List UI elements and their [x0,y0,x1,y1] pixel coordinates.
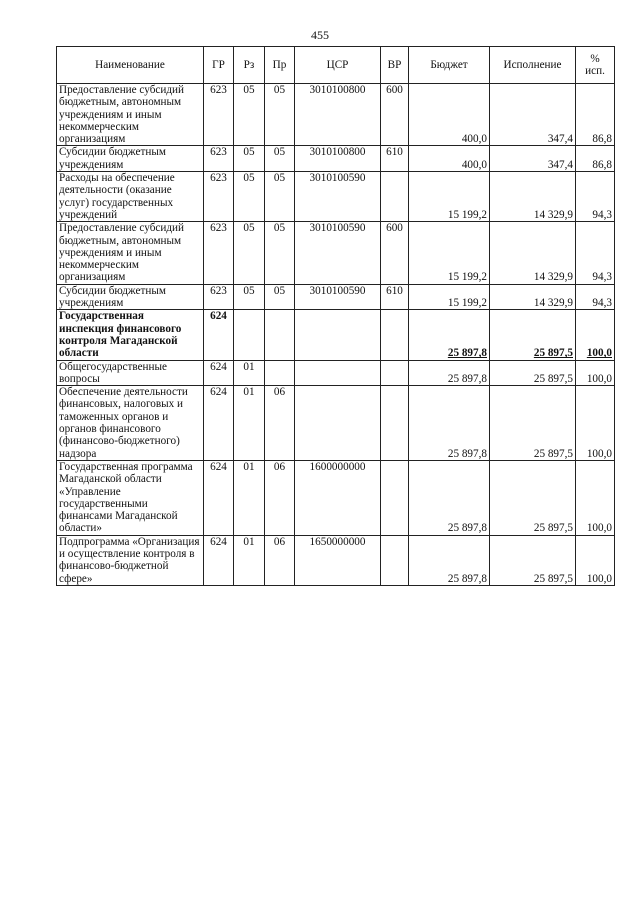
table-row [57,172,615,222]
row-gr-cell: 623 [204,146,234,172]
row-budget-cell: 25 897,8 [409,535,490,585]
header-vr: ВР [381,47,409,84]
row-vr-cell: 610 [381,284,409,310]
table-row [57,310,615,360]
row-pr-cell [265,360,295,386]
row-rz-cell: 05 [234,84,265,146]
row-vr-cell [381,386,409,461]
row-percent-cell: 94,3 [576,222,615,284]
row-percent-cell: 100,0 [576,360,615,386]
row-budget-cell: 25 897,8 [409,360,490,386]
budget-execution-table [56,46,615,586]
row-vr-cell [381,535,409,585]
row-rz-cell: 05 [234,172,265,222]
row-execution-cell: 25 897,5 [490,460,576,535]
row-pr-cell: 05 [265,84,295,146]
row-gr-cell: 623 [204,172,234,222]
row-gr-cell: 624 [204,360,234,386]
row-budget-cell: 15 199,2 [409,222,490,284]
row-budget-cell: 15 199,2 [409,172,490,222]
row-name-cell: Обеспечение деятельности финансовых, налоговых и таможенных органов и органов финансового (финансово-бюджетного) надзора [57,386,204,461]
header-budget: Бюджет [409,47,490,84]
table-row [57,360,615,386]
table-row [57,386,615,461]
row-execution-cell: 14 329,9 [490,284,576,310]
row-rz-cell: 01 [234,360,265,386]
row-name-cell: Предоставление субсидий бюджетным, автономным учреждениям и иным некоммерческим организациям [57,84,204,146]
row-vr-cell [381,360,409,386]
table-row [57,146,615,172]
row-rz-cell: 05 [234,284,265,310]
header-pr: Пр [265,47,295,84]
row-vr-cell: 610 [381,146,409,172]
row-csr-cell: 1600000000 [295,460,381,535]
row-percent-cell: 100,0 [576,535,615,585]
row-execution-cell: 14 329,9 [490,172,576,222]
row-rz-cell: 01 [234,535,265,585]
row-budget-cell: 400,0 [409,146,490,172]
row-csr-cell: 3010100800 [295,146,381,172]
row-vr-cell: 600 [381,84,409,146]
row-csr-cell: 3010100800 [295,84,381,146]
table-row [57,222,615,284]
row-name-cell: Подпрограмма «Организация и осуществление контроля в финансово-бюджетной сфере» [57,535,204,585]
row-pr-cell: 05 [265,172,295,222]
row-name-cell: Расходы на обеспечение деятельности (оказание услуг) государственных учреждений [57,172,204,222]
row-percent-cell: 94,3 [576,172,615,222]
row-gr-cell: 624 [204,310,234,360]
row-budget-cell: 25 897,8 [409,460,490,535]
row-name-cell: Субсидии бюджетным учреждениям [57,284,204,310]
header-percent-sign: % [590,52,600,65]
row-csr-cell [295,386,381,461]
table-header-row [57,47,615,84]
row-pr-cell: 06 [265,460,295,535]
row-execution-cell: 347,4 [490,84,576,146]
row-pr-cell: 05 [265,284,295,310]
row-budget-cell [409,310,490,360]
row-name-cell: Государственная инспекция финансового контроля Магаданской области [57,310,204,360]
row-rz-cell [234,310,265,360]
header-percent [576,47,615,84]
table-row [57,460,615,535]
row-vr-cell [381,172,409,222]
row-percent-cell [576,310,615,360]
row-name-cell: Государственная программа Магаданской области «Управление государственными финансами Магаданской области» [57,460,204,535]
header-execution: Исполнение [490,47,576,84]
row-pr-cell: 05 [265,222,295,284]
row-execution-cell: 25 897,5 [490,535,576,585]
row-vr-cell [381,460,409,535]
row-percent-cell: 86,8 [576,146,615,172]
row-gr-cell: 623 [204,284,234,310]
header-gr: ГР [204,47,234,84]
header-name: Наименование [57,47,204,84]
row-budget-cell: 400,0 [409,84,490,146]
row-rz-cell: 05 [234,222,265,284]
row-pr-cell: 05 [265,146,295,172]
row-csr-cell: 1650000000 [295,535,381,585]
row-execution-cell: 25 897,5 [490,386,576,461]
table-row [57,284,615,310]
row-csr-cell [295,310,381,360]
row-percent-cell: 94,3 [576,284,615,310]
row-percent-cell-value: 100,0 [586,347,612,360]
row-budget-cell-value: 25 897,8 [447,347,487,360]
row-rz-cell: 05 [234,146,265,172]
header-percent-label: исп. [585,65,605,77]
row-name-cell: Субсидии бюджетным учреждениям [57,146,204,172]
row-csr-cell: 3010100590 [295,284,381,310]
row-vr-cell: 600 [381,222,409,284]
row-execution-cell-value: 25 897,5 [533,347,573,360]
table-row [57,535,615,585]
row-pr-cell [265,310,295,360]
header-rz: Рз [234,47,265,84]
row-percent-cell: 100,0 [576,386,615,461]
row-pr-cell: 06 [265,386,295,461]
row-percent-cell: 100,0 [576,460,615,535]
row-vr-cell [381,310,409,360]
row-name-cell: Общегосударственные вопросы [57,360,204,386]
row-gr-cell: 623 [204,84,234,146]
row-rz-cell: 01 [234,386,265,461]
row-gr-cell: 623 [204,222,234,284]
row-gr-cell: 624 [204,460,234,535]
page-number: 455 [311,28,329,42]
row-gr-cell: 624 [204,386,234,461]
table-body [57,84,615,586]
row-budget-cell: 25 897,8 [409,386,490,461]
row-execution-cell [490,310,576,360]
row-execution-cell: 14 329,9 [490,222,576,284]
row-csr-cell: 3010100590 [295,222,381,284]
row-name-cell: Предоставление субсидий бюджетным, автономным учреждениям и иным некоммерческим организациям [57,222,204,284]
row-gr-cell: 624 [204,535,234,585]
row-rz-cell: 01 [234,460,265,535]
row-budget-cell: 15 199,2 [409,284,490,310]
row-csr-cell [295,360,381,386]
row-pr-cell: 06 [265,535,295,585]
row-execution-cell: 25 897,5 [490,360,576,386]
header-csr: ЦСР [295,47,381,84]
row-csr-cell: 3010100590 [295,172,381,222]
row-execution-cell: 347,4 [490,146,576,172]
table-row [57,84,615,146]
row-percent-cell: 86,8 [576,84,615,146]
